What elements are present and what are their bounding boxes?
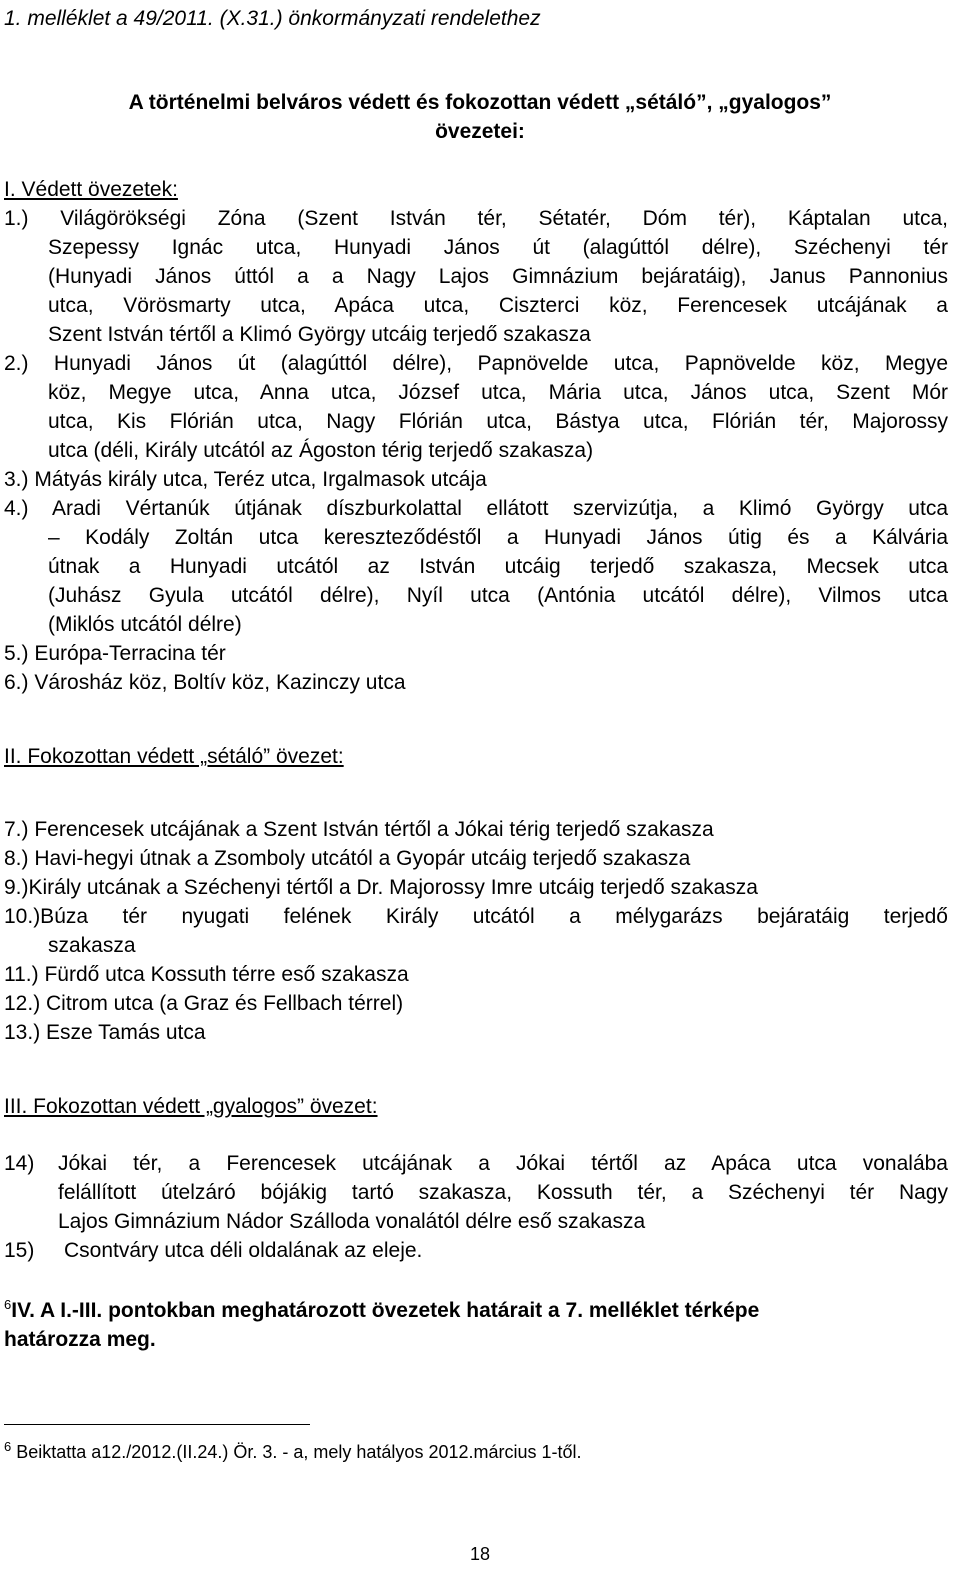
- section-1-heading: I. Védett övezetek:: [4, 178, 178, 201]
- item-line: útnak a Hunyadi utcától az István utcáig terjedő szakasza, Mecsek utca: [48, 555, 948, 578]
- item-line: Szent István tértől a Klimó György utcáig terjedő szakasza: [48, 323, 591, 346]
- section-4-text: IV. A I.-III. pontokban meghatározott övezetek határait a 7. melléklet térképe: [11, 1299, 760, 1322]
- footnote-number: 6: [4, 1439, 12, 1454]
- section-1-item-2: [4, 349, 948, 465]
- document-header: 1. melléklet a 49/2011. (X.31.) önkormányzati rendelethez: [4, 7, 541, 30]
- title-line-1: A történelmi belváros védett és fokozottan védett „sétáló”, „gyalogos”: [128, 91, 832, 114]
- section-2-item-10: [4, 902, 948, 960]
- item-line: Jókai tér, a Ferencesek utcájának a Jókai tértől az Apáca utca vonalába: [58, 1152, 948, 1175]
- section-3-item-15-number: 15): [4, 1239, 35, 1262]
- item-line: (Miklós utcától délre): [48, 613, 242, 636]
- section-1-item-3: 3.) Mátyás király utca, Teréz utca, Irgalmasok utcája: [4, 468, 487, 491]
- item-line: utca, Kis Flórián utca, Nagy Flórián utca, Bástya utca, Flórián tér, Majorossy: [48, 410, 948, 433]
- title-line-2: övezetei:: [435, 120, 525, 143]
- item-line: (Juhász Gyula utcától délre), Nyíl utca (Antónia utcától délre), Vilmos utca: [48, 584, 948, 607]
- section-2-item-13: 13.) Esze Tamás utca: [4, 1021, 206, 1044]
- section-3-item-14-number: 14): [4, 1152, 35, 1175]
- section-4-line-1: [4, 1296, 759, 1325]
- item-line: felállított útelzáró bójákig tartó szakasza, Kossuth tér, a Széchenyi tér Nagy: [58, 1181, 948, 1204]
- footnote: [4, 1438, 582, 1467]
- section-3-item-15: Csontváry utca déli oldalának az eleje.: [64, 1239, 423, 1262]
- item-line: utca (déli, Király utcától az Ágoston térig terjedő szakasza): [48, 439, 594, 462]
- section-2-heading: II. Fokozottan védett „sétáló” övezet:: [4, 745, 344, 768]
- item-line: 4.) Aradi Vértanúk útjának díszburkolattal ellátott szervizútja, a Klimó György utca: [4, 497, 948, 520]
- item-line: (Hunyadi János úttól a a Nagy Lajos Gimnázium bejáratáig), Janus Pannonius: [48, 265, 948, 288]
- item-line: 1.) Világörökségi Zóna (Szent István tér, Sétatér, Dóm tér), Káptalan utca,: [4, 207, 948, 230]
- section-3-heading: III. Fokozottan védett „gyalogos” övezet:: [4, 1095, 378, 1118]
- section-3-item-14: [58, 1149, 948, 1236]
- page-number: 18: [469, 1544, 491, 1564]
- footnote-reference: 6: [4, 1297, 12, 1312]
- section-2-item-11: 11.) Fürdő utca Kossuth térre eső szakasza: [4, 963, 409, 986]
- item-line: Lajos Gimnázium Nádor Szálloda vonalától délre eső szakasza: [58, 1210, 646, 1233]
- section-2-item-8: 8.) Havi-hegyi útnak a Zsomboly utcától a Gyopár utcáig terjedő szakasza: [4, 847, 691, 870]
- section-4-line-2: határozza meg.: [4, 1328, 156, 1351]
- item-line: Szepessy Ignác utca, Hunyadi János út (alagúttól délre), Széchenyi tér: [48, 236, 948, 259]
- item-line: 2.) Hunyadi János út (alagúttól délre), Papnövelde utca, Papnövelde köz, Megye: [4, 352, 948, 375]
- footnote-text: Beiktatta a12./2012.(II.24.) Ör. 3. - a, mely hatályos 2012.március 1-től.: [11, 1442, 582, 1462]
- item-line: köz, Megye utca, Anna utca, József utca, Mária utca, János utca, Szent Mór: [48, 381, 948, 404]
- item-line: – Kodály Zoltán utca kereszteződéstől a Hunyadi János útig és a Kálvária: [48, 526, 948, 549]
- section-1-item-4: [4, 494, 948, 639]
- footnote-separator: [4, 1424, 310, 1425]
- section-1-item-1: [4, 204, 948, 349]
- item-line: 10.)Búza tér nyugati felének Király utcától a mélygarázs bejáratáig terjedő: [4, 905, 948, 928]
- section-2-item-12: 12.) Citrom utca (a Graz és Fellbach térrel): [4, 992, 404, 1015]
- section-1-item-6: 6.) Városház köz, Boltív köz, Kazinczy utca: [4, 671, 406, 694]
- item-line: szakasza: [48, 934, 136, 957]
- section-2-item-9: 9.)Király utcának a Széchenyi tértől a Dr. Majorossy Imre utcáig terjedő szakasza: [4, 876, 758, 899]
- section-2-item-7: 7.) Ferencesek utcájának a Szent István tértől a Jókai térig terjedő szakasza: [4, 818, 714, 841]
- item-line: utca, Vörösmarty utca, Apáca utca, Ciszterci köz, Ferencesek utcájának a: [48, 294, 948, 317]
- section-1-item-5: 5.) Európa-Terracina tér: [4, 642, 226, 665]
